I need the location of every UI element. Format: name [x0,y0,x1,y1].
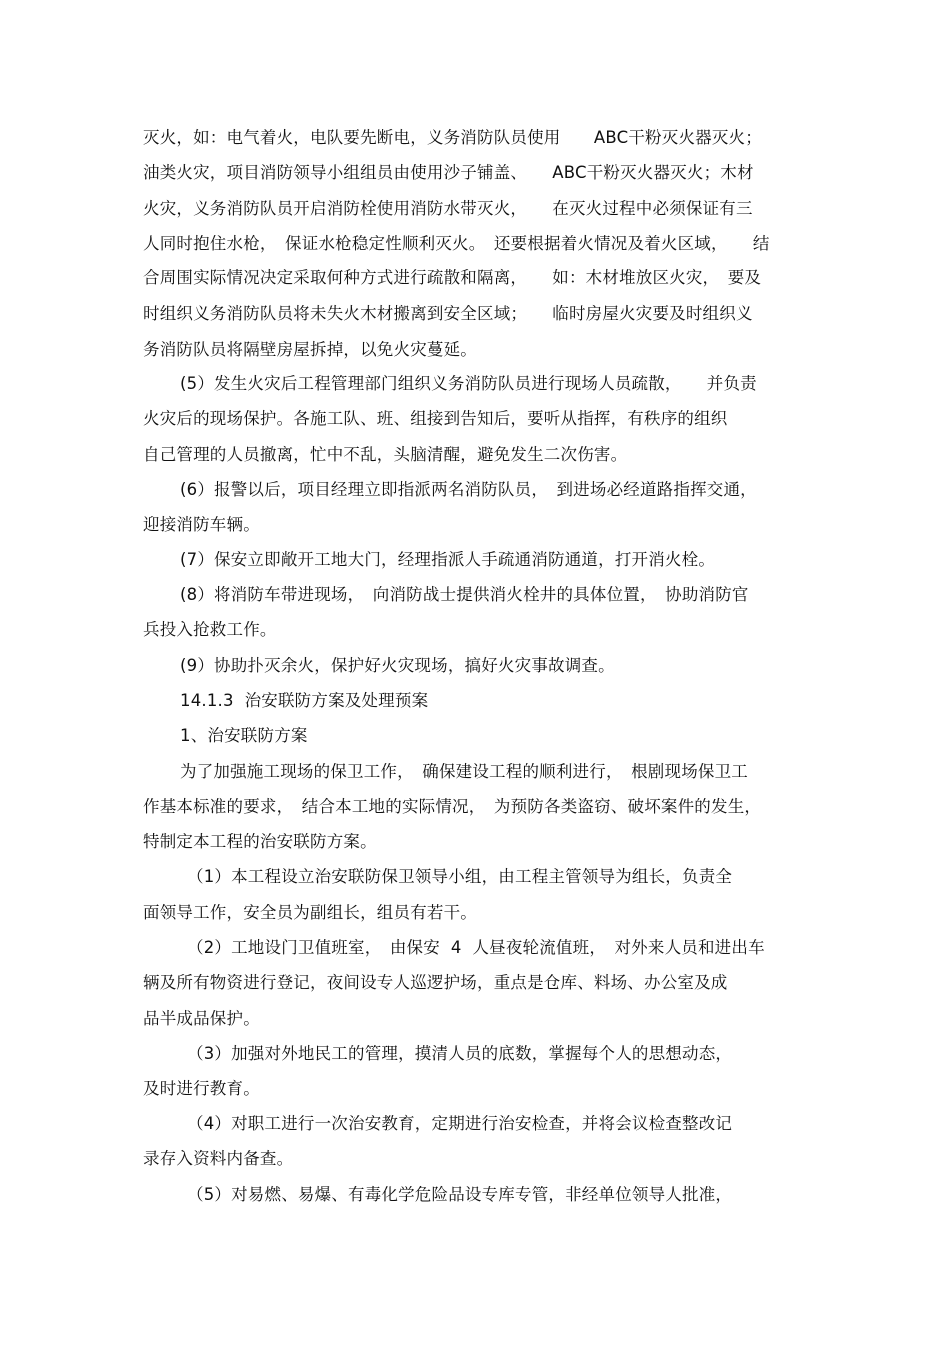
paragraph-9-fire: (9）协助扑灭余火，保护好火灾现场，搞好火灾事故调查。 [180,656,615,675]
text-line: 火灾，义务消防队员开启消防栓使用消防水带灭火， 在灭火过程中必须保证有三 [143,199,753,218]
security-item-2: （2）工地设门卫值班室， 由保安 4 人昼夜轮流值班， 对外来人员和进出车 [187,938,765,957]
security-item-5: （5）对易燃、易爆、有毒化学危险品设专库专管，非经单位领导人批准， [187,1185,733,1204]
text-line: 录存入资料内备查。 [143,1149,294,1168]
text-line: 特制定本工程的治安联防方案。 [143,832,377,851]
text-line: 灭火，如：电气着火，电队要先断电，义务消防队员使用 ABC干粉灭火器灭火； [143,128,762,147]
paragraph-6-fire: (6）报警以后，项目经理立即指派两名消防队员， 到进场必经道路指挥交通， [180,480,757,499]
text-line: 火灾后的现场保护。各施工队、班、组接到告知后，要听从指挥，有秩序的组织 [143,409,728,428]
section-heading: 14.1.3 治安联防方案及处理预案 [180,691,429,710]
security-item-4: （4）对职工进行一次治安教育，定期进行治安检查，并将会议检查整改记 [187,1114,733,1133]
text-line: 面领导工作，安全员为副组长，组员有若干。 [143,903,477,922]
intro-paragraph: 为了加强施工现场的保卫工作， 确保建设工程的顺利进行， 根剧现场保卫工 [180,762,748,781]
text-line: 兵投入抢救工作。 [143,620,277,639]
text-line: 人同时抱住水枪， 保证水枪稳定性顺利灭火。 还要根据着火情况及着火区域， 结 [143,234,770,253]
text-line: 合周围实际情况决定采取何种方式进行疏散和隔离， 如：木材堆放区火灾， 要及 [143,268,762,287]
paragraph-8-fire: (8）将消防车带进现场， 向消防战士提供消火栓井的具体位置， 协助消防官 [180,585,749,604]
text-line: 及时进行教育。 [143,1079,260,1098]
text-line: 品半成品保护。 [143,1009,260,1028]
text-line: 辆及所有物资进行登记，夜间设专人巡逻护场，重点是仓库、料场、办公室及成 [143,973,728,992]
paragraph-7-fire: (7）保安立即敞开工地大门，经理指派人手疏通消防通道，打开消火栓。 [180,550,716,569]
subsection-heading: 1、治安联防方案 [180,726,308,745]
text-line: 务消防队员将隔壁房屋拆掉，以免火灾蔓延。 [143,340,477,359]
security-item-3: （3）加强对外地民工的管理，摸清人员的底数，掌握每个人的思想动态， [187,1044,733,1063]
text-line: 作基本标准的要求， 结合本工地的实际情况， 为预防各类盗窃、破坏案件的发生， [143,797,762,816]
text-line: 时组织义务消防队员将未失火木材搬离到安全区域； 临时房屋火灾要及时组织义 [143,304,753,323]
text-line: 迎接消防车辆。 [143,515,260,534]
text-line: 自己管理的人员撤离，忙中不乱，头脑清醒，避免发生二次伤害。 [143,445,628,464]
paragraph-5-fire: (5）发生火灾后工程管理部门组织义务消防队员进行现场人员疏散， 并负责 [180,374,757,393]
security-item-1: （1）本工程设立治安联防保卫领导小组，由工程主管领导为组长，负责全 [187,867,733,886]
text-line: 油类火灾，项目消防领导小组组员由使用沙子铺盖、 ABC干粉灭火器灭火；木材 [143,163,754,182]
